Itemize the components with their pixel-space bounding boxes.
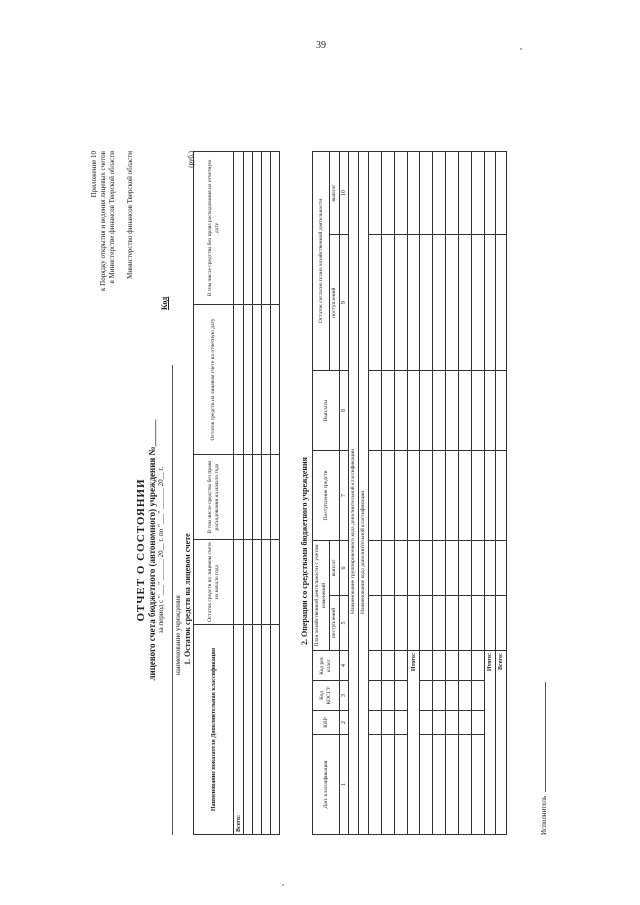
table-row: [433, 152, 446, 835]
ministry-name: Министерство финансов Тверской области: [126, 151, 134, 279]
header-income: Поступление средств: [313, 451, 340, 541]
itogo-1: Итого:: [408, 651, 420, 835]
col-num: 2: [340, 711, 349, 735]
header-kvr: КВР: [313, 711, 340, 735]
header-plan-income: поступлений: [330, 596, 340, 651]
header-report-restricted: В том числе средства без права расходования на отчетную дату: [194, 152, 234, 305]
col-num: 10: [340, 152, 349, 235]
sub-label: Наименование кода дополнительной классификации: [359, 152, 369, 835]
table-row: [253, 152, 262, 835]
table-row: [395, 152, 408, 835]
title-line-1: ОТЧЕТ О СОСТОЯНИИ: [135, 478, 147, 622]
table-row: [459, 152, 472, 835]
itogo-2: Итого:: [485, 651, 496, 835]
col-num: 7: [340, 451, 349, 541]
header-payments: Выплаты: [313, 371, 340, 451]
table-row: [446, 152, 459, 835]
col-num: 9: [340, 235, 349, 371]
institution-line: [172, 365, 173, 835]
scan-speck: [282, 884, 284, 886]
currency-unit: (руб.): [187, 151, 195, 168]
executor-label: Исполнитель: [540, 795, 548, 835]
appendix-note: [90, 151, 117, 351]
appendix-line-2: к Порядку открытия и ведения лицевых счетов: [99, 151, 107, 292]
header-rest-payments: выплат: [330, 152, 340, 235]
title-line-2: лицевого счета бюджетного (автономного) учреждения №______: [147, 419, 157, 681]
header-plan: План хозяйственной деятельности с учетом изменений: [313, 541, 330, 651]
operations-table: [312, 151, 507, 835]
table-row: [271, 152, 280, 835]
table-row: [369, 152, 382, 835]
section-1-title: 1. Остаток средств на лицевом счете: [183, 533, 192, 665]
header-kod-rs: Код рег. класс: [313, 651, 340, 681]
header-dop: Доп. классификация: [313, 735, 340, 835]
scan-speck: [520, 48, 522, 50]
section-2-title: 2. Операции со средствами бюджетного учреждения: [300, 457, 309, 645]
appendix-line-1: Приложение 10: [90, 151, 98, 198]
header-kosgu: Код КОСГУ: [313, 681, 340, 711]
total-label: Всего:: [234, 625, 244, 835]
report-sheet: [90, 145, 560, 865]
title-period: за период с "___" ______ 20__ г. по "___" ______ 20__ г.: [157, 466, 165, 634]
header-rest-income: поступлений: [330, 235, 340, 371]
table-row: [472, 152, 485, 835]
col-num: 6: [340, 541, 349, 596]
report-title: [135, 385, 165, 715]
col-num: 1: [340, 735, 349, 835]
group-label: Наименование группировочного кода дополнительной классификации: [349, 152, 359, 835]
header-rest: Остаток согласно плана хозяйственной деятельности: [313, 152, 330, 371]
header-start-restricted: В том числе средства без права расходования на начало года: [194, 455, 234, 540]
col-num: 3: [340, 681, 349, 711]
page-number: 39: [316, 40, 326, 51]
vsego: Всего:: [496, 651, 507, 835]
header-indicator: Наименование показателя Дополнительная классификация: [194, 625, 234, 835]
kod-label: Код: [160, 296, 169, 310]
header-start-balance: Остаток средств на лицевом счете на начало года: [194, 540, 234, 625]
institution-caption: наименование учреждения: [174, 595, 182, 675]
executor-line: [540, 682, 548, 835]
col-num: 8: [340, 371, 349, 451]
appendix-line-3: в Министерстве финансов Тверской области: [108, 151, 116, 284]
col-num: 4: [340, 651, 349, 681]
col-num: 5: [340, 596, 349, 651]
balance-table: [193, 151, 280, 835]
header-report-balance: Остаток средств на лицевом счете на отчетную дату: [194, 305, 234, 455]
table-row: [420, 152, 433, 835]
header-plan-payments: выплат: [330, 541, 340, 596]
table-row: [244, 152, 253, 835]
table-row: [262, 152, 271, 835]
table-row: [382, 152, 395, 835]
